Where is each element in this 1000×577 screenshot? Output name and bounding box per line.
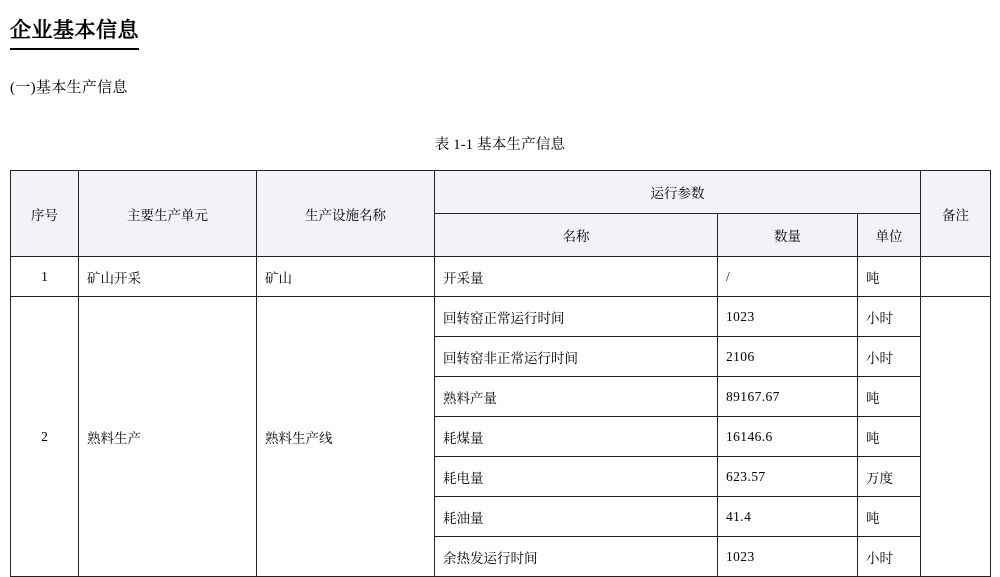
cell-param-name: 熟料产量: [435, 377, 718, 417]
cell-param-uom: 吨: [858, 377, 921, 417]
cell-param-uom: 小时: [858, 337, 921, 377]
basic-production-info-table: [10, 170, 991, 577]
cell-param-qty: 2106: [718, 337, 858, 377]
header-unit: 主要生产单元: [79, 171, 257, 257]
section-heading: (一)基本生产信息: [10, 80, 128, 96]
table-head: [11, 171, 991, 257]
cell-param-name: 耗油量: [435, 497, 718, 537]
cell-note: [921, 297, 991, 577]
cell-param-uom: 小时: [858, 537, 921, 577]
cell-facility: 矿山: [257, 257, 435, 297]
cell-param-qty: 89167.67: [718, 377, 858, 417]
header-seq: 序号: [11, 171, 79, 257]
cell-param-uom: 吨: [858, 417, 921, 457]
cell-param-name: 余热发运行时间: [435, 537, 718, 577]
cell-param-qty: 1023: [718, 297, 858, 337]
cell-param-qty: 16146.6: [718, 417, 858, 457]
table-row: [11, 297, 991, 337]
header-params-group: 运行参数: [435, 171, 921, 214]
cell-param-qty: 41.4: [718, 497, 858, 537]
document-page: [0, 6, 1000, 566]
cell-param-name: 耗电量: [435, 457, 718, 497]
cell-facility: 熟料生产线: [257, 297, 435, 577]
cell-param-name: 回转窑非正常运行时间: [435, 337, 718, 377]
cell-param-uom: 吨: [858, 497, 921, 537]
cell-param-qty: /: [718, 257, 858, 297]
cell-param-name: 耗煤量: [435, 417, 718, 457]
cell-unit: 熟料生产: [79, 297, 257, 577]
cell-seq: 2: [11, 297, 79, 577]
table-body: [11, 257, 991, 577]
table-header-row-1: [11, 171, 991, 214]
table-row: [11, 257, 991, 297]
header-note: 备注: [921, 171, 991, 257]
page-title: 企业基本信息: [10, 14, 139, 50]
cell-param-uom: 吨: [858, 257, 921, 297]
cell-unit: 矿山开采: [79, 257, 257, 297]
header-param-qty: 数量: [718, 214, 858, 257]
cell-param-name: 开采量: [435, 257, 718, 297]
cell-seq: 1: [11, 257, 79, 297]
cell-note: [921, 257, 991, 297]
header-param-uom: 单位: [858, 214, 921, 257]
table-caption: 表 1-1 基本生产信息: [434, 137, 566, 153]
cell-param-uom: 小时: [858, 297, 921, 337]
page-title-wrap: [10, 6, 990, 50]
cell-param-uom: 万度: [858, 457, 921, 497]
header-facility: 生产设施名称: [257, 171, 435, 257]
header-param-name: 名称: [435, 214, 718, 257]
cell-param-qty: 1023: [718, 537, 858, 577]
cell-param-qty: 623.57: [718, 457, 858, 497]
cell-param-name: 回转窑正常运行时间: [435, 297, 718, 337]
